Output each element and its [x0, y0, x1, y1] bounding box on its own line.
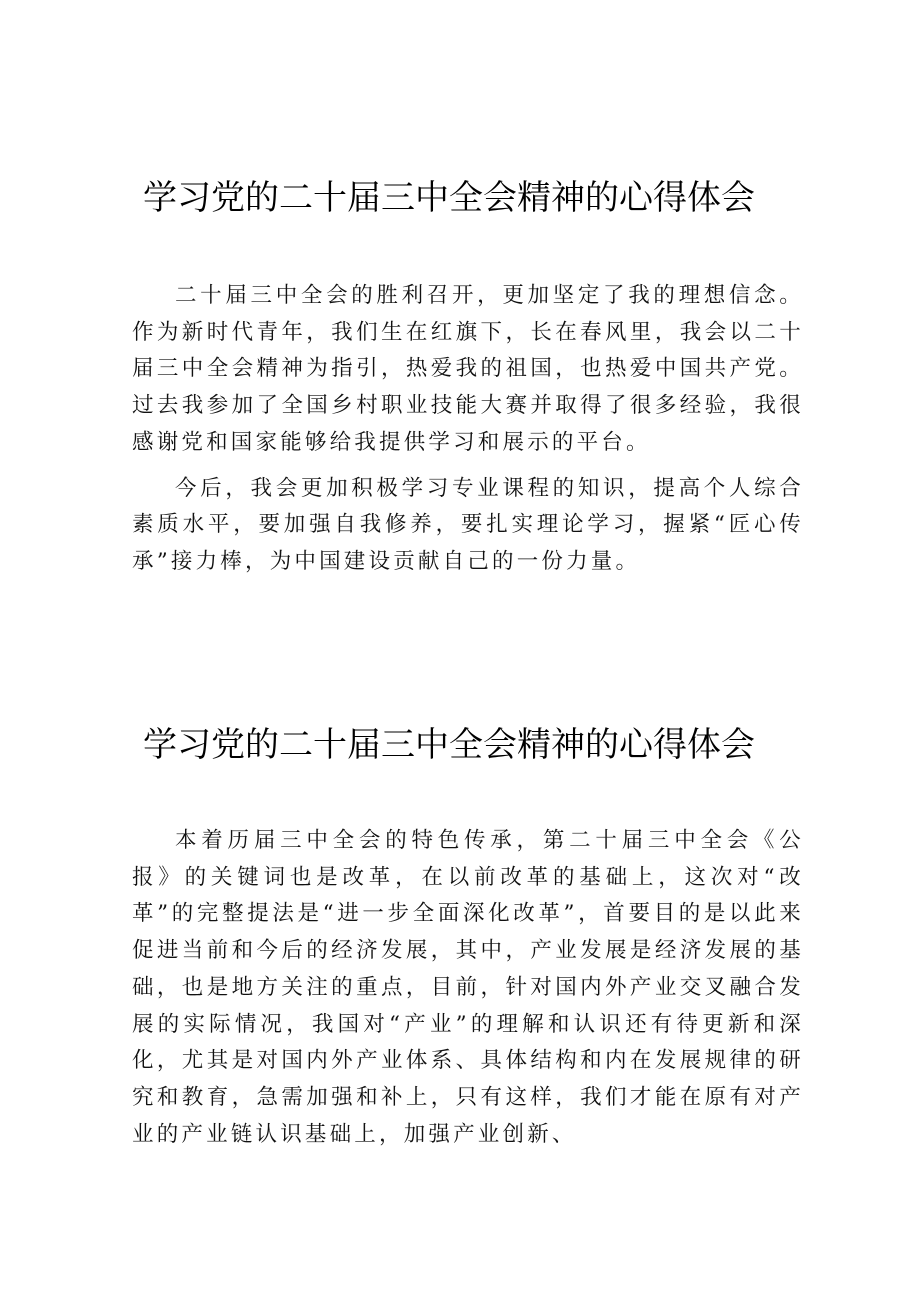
section-body-1 — [132, 278, 804, 581]
paragraph: 本着历届三中全会的特色传承，第二十届三中全会《公报》的关键词也是改革，在以前改革的基础上，这次对“改革”的完整提法是“进一步全面深化改革”，首要目的是以此来促进当前和今后的经济发展，其中，产业发展是经济发展的基础，也是地方关注的重点，目前，针对国内外产业交叉融合发展的实际情况，我国对“产业”的理解和认识还有待更新和深化，尤其是对国内外产业体系、具体结构和内在发展规律的研究和教育，急需加强和补上，只有这样，我们才能在原有对产业的产业链认识基础上，加强产业创新、 — [132, 828, 804, 1147]
paragraph: 二十届三中全会的胜利召开，更加坚定了我的理想信念。作为新时代青年，我们生在红旗下，长在春风里，我会以二十届三中全会精神为指引，热爱我的祖国，也热爱中国共产党。过去我参加了全国乡村职业技能大赛并取得了很多经验，我很感谢党和国家能够给我提供学习和展示的平台。 — [132, 283, 804, 455]
section-title-1: 学习党的二十届三中全会精神的心得体会 — [143, 178, 755, 218]
section-body-2 — [132, 823, 804, 1153]
paragraph: 今后，我会更加积极学习专业课程的知识，提高个人综合素质水平，要加强自我修养，要扎实理论学习，握紧“匠心传承”接力棒，为中国建设贡献自己的一份力量。 — [132, 475, 804, 574]
section-title-2: 学习党的二十届三中全会精神的心得体会 — [143, 725, 755, 765]
